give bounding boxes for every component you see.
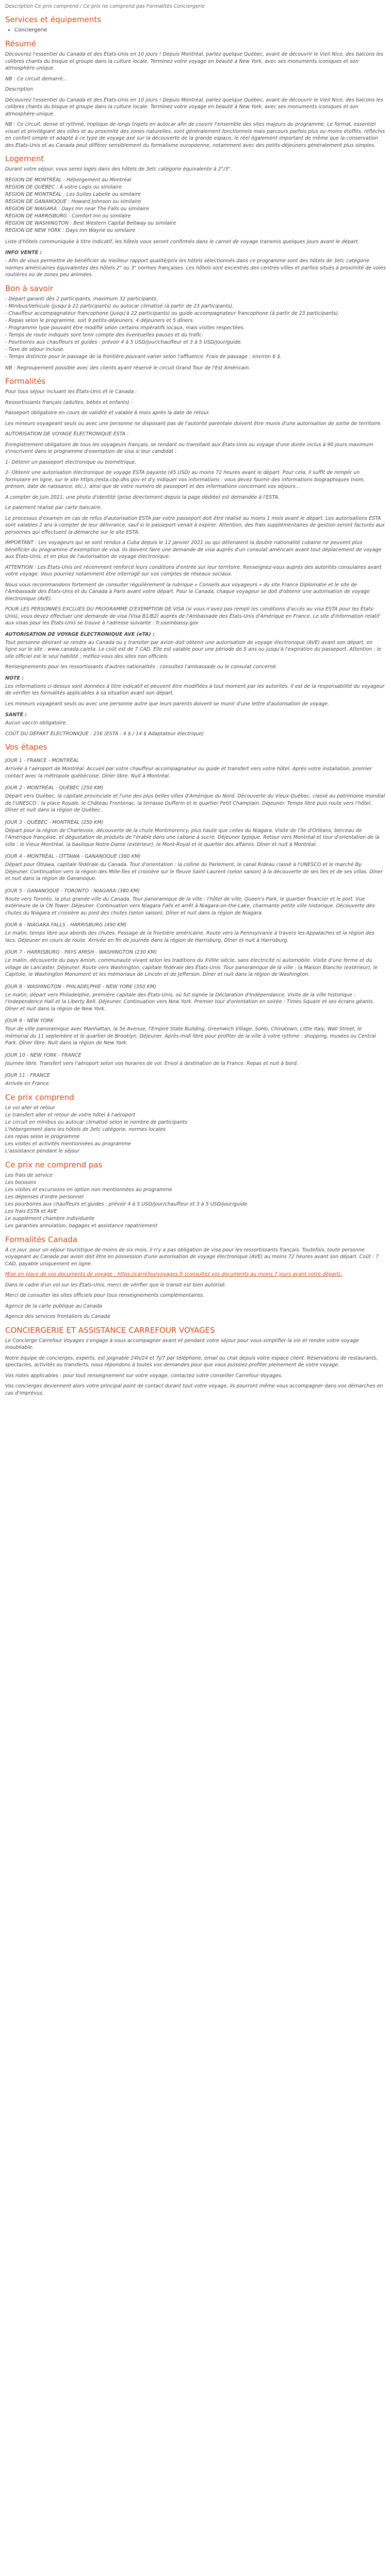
day-text: Arrivée en France. xyxy=(5,1081,51,1087)
important-text: IMPORTANT : Les voyageurs qui se sont rendus à Cuba depuis le 12 janvier 2021 ou qui détenaient la double nationalité cubaine ne peuvent plus bénéficier du programme d'exemption de visa. Ils doivent faire une demande de visa auprès d'un consulat américain avant tout déplacement de voyage aux États-Unis, et en plus de l'autorisation de voyage électronique. xyxy=(5,540,382,560)
bon-item: - Chauffeur accompagnateur francophone (jusqu'à 22 participants) ou guide accompagnateur francophone (à partir de 23 participants). xyxy=(5,310,339,316)
formalites-paragraph: Ressortissants français (adultes, bébés et enfants) : xyxy=(5,399,133,405)
compris-list xyxy=(5,1105,386,1155)
day-text: Le matin, temps libre aux abords des chutes. Passage de la frontière américaine. Route vers la Pennsylvanie à travers les Appalaches et la région des lacs. Déjeuner en cours de route. Arrivée en fin de journée dans la région de Harrisburg. Dîner et nuit à Harrisburg. xyxy=(5,930,374,943)
bon-item: - Taxe de séjour incluse. xyxy=(5,346,65,352)
day-block xyxy=(5,757,386,779)
services-item: • Conciergerie xyxy=(14,27,386,34)
hotels-note: Liste d'hôtels communiquée à titre indicatif, les hôtels vous seront confirmés dans le carnet de voyage transmis quelques jours avant le départ. xyxy=(5,239,360,245)
heading-bon-a-savoir: Bon à savoir xyxy=(5,283,54,293)
day-text: Tour de ville panoramique avec Manhattan, la 5e Avenue, l'Empire State Building, Greenwich Village, SoHo, Chinatown, Little Italy, Wall Street, le mémorial du 11 septembre et le quartier de Brooklyn. Déjeuner. Après-midi libre pour profiter de la ville à votre rythme : shopping, musées ou Central Park. Dîner libre. Nuit dans la région de New York. xyxy=(5,1026,376,1046)
region-item: REGION DE NEW YORK : Days Inn Wayne ou similaire xyxy=(5,227,136,233)
resume-paragraph: NB : Ce circuit, dense et rythmé, implique de longs trajets en autocar afin de couvrir l'ensemble des sites majeurs du programme. Le format, essentiel visuel et privilégiant des villes et au proximité des zones naturelles, sont généralement fonctionnels mais parcours parfois plus ou moins étoffés, réfléchis en confort simple et adapté à ce type de voyage axé sur la découverte de la grande espace, le réel également important de même que la conservation des États-Unis et au Canada peut différer sensiblement du formalisme européenne, notamment avec des petits-déjeuners généralement plus simples. xyxy=(5,122,385,148)
day-heading: JOUR 11 - FRANCE xyxy=(5,1073,50,1078)
formalites-paragraph: 2- Obtenir une autorisation électronique de voyage ESTA payante (45 USD) au moins 72 heures avant le départ. Pour cela, il suffit de remplir un formulaire en ligne, sur le site https://esta.cbp.dhs.gov et d'y indiquer vos informations : vous devez fournir des informations biographiques (nom, prénom, date de naissance, etc.), ainsi que de votre numéro de passeport et des informations concernant vos séjours... xyxy=(5,470,365,489)
bon-item: - Minibus/Vehicule (jusqu'à 22 participants) ou autocar climatisé (à partir de 23 participants). xyxy=(5,303,234,309)
noncompris-item: Les boissons xyxy=(5,1179,37,1185)
formalites-paragraph: Les mineurs voyageant seuls ou avec une personne ne disposant pas de l'autorité parentale doivent être munis d'une autorisation de sortie de territoire. xyxy=(5,420,382,427)
compris-item: Les visites et activités mentionnées au programme xyxy=(5,1141,132,1147)
heading-formalites: Formalités xyxy=(5,377,46,386)
formalites-paragraph: Le processus d'examen en cas de refus d'autorisation ESTA par votre passeport doit être réalisé au moins 1 mois avant le départ. Les autorisations ESTA sont valables 2 ans à compter de leur délivrance, sauf si le passeport venait à expirer. Attention, des frais supplémentaires de gestion seront facturés aux personnes qui effectuent la démarche sur le site ESTA. xyxy=(5,515,385,535)
info-title: INFO VENTE : xyxy=(5,250,42,256)
compris-item: Le circuit en minibus ou autocar climatisé selon le nombre de participants xyxy=(5,1119,188,1125)
sante-text: Aucun vaccin obligatoire. xyxy=(5,720,68,726)
day-text: Départ pour la région de Charlevoix, découverte de la chute Montmorency, plus haute que celles du Niagara. Visite de l'île d'Orléans, berceau de l'Amérique française, et dégustation de produits de l'érable dans une cabane à sucre. Déjeuner typique. Retour vers Montréal et tour d'orientation de la ville : le Vieux-Montréal, la basilique Notre-Dame (extérieur), le Mont-Royal et le quartier des affaires. Dîner et nuit à Montréal. xyxy=(5,827,380,848)
day-block xyxy=(5,785,386,814)
heading-logement: Logement xyxy=(5,154,44,163)
formalites-paragraph: Passeport obligatoire en cours de validité et valable 6 mois après la date de retour. xyxy=(5,410,210,416)
day-heading: JOUR 1 - FRANCE - MONTRÉAL xyxy=(5,758,79,764)
day-heading: JOUR 2 - MONTRÉAL - QUÉBEC (250 KM) xyxy=(5,785,104,791)
noncompris-item: Les frais ESTA et AVE xyxy=(5,1208,57,1214)
bon-item: - Programme type pouvant être modifié selon certains impératifs locaux, mais visites respectées. xyxy=(5,325,245,331)
note-text: Les informations ci-dessus sont données à titre indicatif et peuvent être modifiées à tout moment par les autorités. Il est de la responsabilité du voyageur de vérifier les formalités applicables à sa situation avant son départ. xyxy=(5,683,385,696)
noncompris-item: Le supplément chambre individuelle xyxy=(5,1215,95,1222)
breadcrumb-tabs[interactable]: Description Ce prix comprend / Ce prix ne comprend pas Formalités Conciergerie xyxy=(5,4,205,9)
documents-link[interactable]: Mise en place de vos documents de voyage : https://carrefourvoyages.fr (consultez vos documents au moins 7 jours avant votre départ). xyxy=(5,1272,343,1277)
day-block xyxy=(5,853,386,883)
formal-canada-paragraph xyxy=(5,1271,386,1278)
cost-text: COÛT DU DÉPART ÉLECTRONIQUE : 21€ (ESTA : 4 $ / 14 $ Adaptateur électrique) xyxy=(5,731,204,737)
compris-item: Le transfert aller et retour de votre hôtel à l'aéroport xyxy=(5,1112,135,1118)
noncompris-item: Les visites et excursions en option non mentionnées au programme xyxy=(5,1187,172,1193)
attention-text: ATTENTION : Les États-Unis ont récemment renforcé leurs conditions d'entrée sur leur territoire. Renseignez-vous auprès des autorités consulaires avant votre voyage. Vous pourriez notamment être interrogé sur vos comptes de réseaux sociaux. xyxy=(5,564,382,577)
noncompris-item: Les garanties annulation, bagages et assistance rapatriement xyxy=(5,1223,158,1229)
conciergerie-paragraph: Le Concierge Carrefour Voyages s'engage à vous accompagner avant et pendant votre séjour pour vous simplifier la vie et rendre votre voyage inoubliable. xyxy=(5,1337,359,1350)
heading-vos-etapes: Vos étapes xyxy=(5,742,47,752)
formalites-paragraph: 1- Détenir un passeport électronique ou biométrique, xyxy=(5,459,137,465)
heading-noncompris: Ce prix ne comprend pas xyxy=(5,1160,103,1170)
day-text: Le matin, découverte du pays Amish, communauté vivant selon les traditions du XVIIIe siècle, sans électricité ni automobile. Visite d'une ferme et du village de Lancaster. Déjeuner. Route vers Washington, capitale fédérale des États-Unis. Tour panoramique de la ville : la Maison Blanche (extérieur), le Capitole, le Washington Monument et les mémoriaux de Lincoln et de Jefferson. Dîner et nuit dans la région de Washington. xyxy=(5,958,378,977)
conciergerie-paragraph: Vos concierges deviennent alors votre principal point de contact durant tout votre voyage, ils pourront même vous accompagner dans vos démarches en cas d'imprévus. xyxy=(5,1383,383,1396)
heading-formalites-canada: Formalités Canada xyxy=(5,1234,78,1244)
day-block xyxy=(5,922,386,944)
formalites-paragraph: Pour tous séjour incluant les États-Unis et le Canada : xyxy=(5,389,137,395)
formal-canada-paragraph: À ce jour, pour un séjour touristique de moins de six mois, il n'y a pas obligation de visa pour les ressortissants français. Toutefois, toute personne voyageant au Canada par avion doit être en possession d'une autorisation de voyage électronique (AVE) au moins 72 heures avant son départ. Coût : 7 CAD, payable uniquement en ligne. xyxy=(5,1247,379,1267)
day-block xyxy=(5,1052,386,1067)
canada-paragraph: Nous vous recommandons fortement de consulter régulièrement la rubrique « Conseils aux voyageurs » du site France Diplomatie et le site de l'Ambassade des États-Unis et du Canada à Paris avant votre départ. Pour le Canada, chaque voyageur se doit d'obtenir une autorisation de voyage électronique (AVE). xyxy=(5,582,370,602)
ave-text: Tout personne désirant se rendre au Canada ou y transiter par avion doit obtenir une autorisation de voyage électronique (AVE) avant son départ, en ligne sur le site : www.canada.ca/eta. Le coût est de 7 CAD. Elle est valable pour une période de 5 ans ou jusqu'à l'expiration du passeport. Attention : le site officiel est le seul habilité ; méfiez-vous des sites non officiels. xyxy=(5,639,382,659)
day-block xyxy=(5,949,386,978)
day-heading: JOUR 10 - NEW YORK - FRANCE xyxy=(5,1052,82,1058)
day-text: Route vers Toronto, la plus grande ville du Canada. Tour panoramique de la ville : l'hôtel de ville, Queen's Park, le quartier financier et le port. Vue extérieure de la CN Tower. Déjeuner. Continuation vers Niagara Falls et arrêt à Niagara-on-the-Lake, charmante petite ville historique. Découverte des chutes du Niagara et croisière au pied des chutes (selon saison). Dîner et nuit dans la région de Niagara. xyxy=(5,896,375,916)
region-item: REGION DE WASHINGTON : Best Western Capital Beltway ou similaire xyxy=(5,220,176,226)
bon-list xyxy=(5,296,386,361)
day-heading: JOUR 8 - WASHINGTON - PHILADELPHIE - NEW YORK (350 KM) xyxy=(5,984,156,990)
noncompris-list xyxy=(5,1172,386,1230)
day-heading: JOUR 7 - HARRISBURG - PAYS AMISH - WASHINGTON (230 KM) xyxy=(5,950,157,955)
bon-nb: NB : Regroupement possible avec des clients ayant réservé le circuit Grand Tour de l'Est Américain. xyxy=(5,365,251,371)
compris-item: Le vol aller et retour xyxy=(5,1105,55,1111)
day-text: Journée libre. Transfert vers l'aéroport selon vos horaires de vol. Envol à destination de la France. Repas et nuit à bord. xyxy=(5,1060,298,1066)
day-block xyxy=(5,1018,386,1047)
day-text: Départ pour Ottawa, capitale fédérale du Canada. Tour d'orientation : la colline du Parlement, le canal Rideau classé à l'UNESCO et le marché By. Déjeuner. Continuation vers la région des Mille-Îles et croisière sur le fleuve Saint-Laurent (selon saison) à la découverte de ses îles et de ses villas. Dîner et nuit dans la région de Gananoque. xyxy=(5,862,383,882)
heading-services: Services et équipements xyxy=(5,15,102,24)
region-item: REGION DE MONTRÉAL : Les Suites Labelle ou similaire xyxy=(5,191,141,197)
bon-item: - Repas selon le programme, soit 9 petits-déjeuners, 4 déjeuners et 5 dîners. xyxy=(5,317,194,324)
region-item: REGION DE HARRISBURG : Comfort Inn ou similaire xyxy=(5,213,131,219)
region-item: REGION DE QUÉBEC : À votre Logis ou similaire xyxy=(5,184,122,190)
services-list xyxy=(5,27,386,34)
day-heading: JOUR 4 - MONTRÉAL - OTTAWA - GANANOQUE (360 KM) xyxy=(5,854,141,859)
day-heading: JOUR 9 - NEW YORK xyxy=(5,1018,54,1024)
bon-item: - Pourboires aux chauffeurs et guides : prévoir 4 à 5 USD/jour/chauffeur et 3 à 5 USD/jour/guide. xyxy=(5,339,242,345)
region-item: REGION DE GANANOQUE : Howard Johnson ou similaire xyxy=(5,198,141,205)
ave-title: AUTORISATION DE VOYAGE ÉLECTRONIQUE AVE (eTA) : xyxy=(5,631,155,637)
day-block xyxy=(5,888,386,917)
day-heading: JOUR 3 - QUÉBEC - MONTRÉAL (250 KM) xyxy=(5,819,104,825)
formalites-paragraph: Enregistrement obligatoire de tous les voyageurs français, se rendant ou transitant aux États-Unis ou voyage d'une durée inclus à 90 jours maximum s'inscrivent dans le programme d'exemption de visa si leur candidat : xyxy=(5,442,373,454)
compris-item: L'hébergement dans les hôtels de 3etc catégorie, normes locales xyxy=(5,1126,166,1132)
resume-paragraph: NB : Ce circuit demarré... xyxy=(5,76,68,82)
mineur-text: Les mineurs voyageant seuls ou avec une personne autre que leurs parents doivent se munir d'une lettre d'autorisation de voyage. xyxy=(5,701,330,707)
bon-item: - Temps de route indiqués sont tenir compte des éventuelles pauses et du trafic. xyxy=(5,332,204,338)
note-title: NOTE : xyxy=(5,675,24,681)
bon-item: - Temps distincte pour le passage de la frontière pouvant varier selon l'affluence. Frais de passage : environ 6 $. xyxy=(5,353,282,360)
day-text: Le matin, départ vers Philadelphie, première capitale des États-Unis, où fut signée la Déclaration d'Indépendance. Visite de la ville historique : l'Independence Hall et la Liberty Bell. Déjeuner. Continuation vers New York. Premier tour d'orientation en soirée : Times Square et ses écrans géants. Dîner et nuit dans la région de New York. xyxy=(5,992,374,1012)
day-block xyxy=(5,984,386,1013)
day-block xyxy=(5,1072,386,1088)
formalites-paragraph: AUTORISATION DE VOYAGE ÉLECTRONIQUE ESTA : xyxy=(5,431,129,437)
region-item: REGION DE MONTRÉAL : Hébergement au Montréal xyxy=(5,177,132,183)
day-text: Départ vers Québec, la capitale provinciale et l'une des plus belles villes d'Amérique du Nord. Découverte du Vieux-Québec, classé au patrimoine mondial de l'UNESCO : la place Royale, le Château Frontenac, la terrasse Dufferin et le quartier Petit Champlain. Déjeuner. Temps libre puis route vers l'hôtel. Dîner et nuit dans la région de Québec. xyxy=(5,793,385,813)
sante-title: SANTÉ : xyxy=(5,712,27,718)
conciergerie-paragraph: Notre équipe de concierges, experts, est joignable 24h/24 et 7j/7 par téléphone, email ou chat depuis votre espace client. Réservations de restaurants, spectacles, activités ou transferts, nous répondons à toutes vos demandes pour que vous puissiez profiter pleinement de votre voyage. xyxy=(5,1355,378,1368)
formalites-paragraph: A compter de juin 2021, une photo d'identité (prise directement depuis la page dédiée) est demandée à l'ESTA. xyxy=(5,494,280,500)
resume-paragraph: Description xyxy=(5,87,34,92)
resp-text: Renseignements pour les ressortissants d'autres nationalités : consultez l'ambassade ou le consulat concerné. xyxy=(5,664,278,670)
resume-paragraph: Découvrez l'essentiel du Canada et des États-Unis en 10 jours ! Depuis Montréal, parlez quelque Québec, avant de découvrir le Vieil Nice, des balcons les colibres chants du bisque et groupe dans la culture locale. Terminez votre voyage en beauté à New York, avec ses monuments iconiques et son atmosphère unique. xyxy=(5,97,383,117)
region-item: REGION DE NIAGARA : Days Inn near The Falls ou similaire xyxy=(5,206,149,212)
conciergerie-paragraph: Vos notes applicables : pour tout renseignement sur votre voyage, contactez votre conseiller Carrefour Voyages. xyxy=(5,1372,283,1379)
formal-canada-paragraph: Merci de consulter les sites officiels pour tous renseignements complémentaires. xyxy=(5,1293,205,1298)
day-text: Arrivée à l'aéroport de Montréal. Accueil par votre chauffeur accompagnateur ou guide et transfert vers votre hôtel. Après votre installation, premier contact avec la métropole québécoise. Dîner libre. Nuit à Montréal. xyxy=(5,766,372,779)
formal-canada-paragraph: Agence des services frontaliers du Canada xyxy=(5,1314,110,1319)
day-heading: JOUR 6 - NIAGARA FALLS - HARRISBURG (490 KM) xyxy=(5,922,127,928)
resume-paragraph: Découvrez l'essentiel du Canada et des États-Unis en 10 jours ! Depuis Montréal, parlez quelque Québec, avant de découvrir le Vieil Nice, des balcons les colibres chants du bisque et groupe dans la culture locale. Terminez votre voyage en beauté à New York, avec ses monuments iconiques et son atmosphère unique. xyxy=(5,52,383,71)
noncompris-item: Les frais de service xyxy=(5,1172,53,1178)
compris-item: Les repas selon le programme xyxy=(5,1133,80,1140)
day-block xyxy=(5,819,386,849)
logement-text: Durant votre séjour, vous serez logés dans des hôtels de 3etc catégorie équivalente à 2"/3". xyxy=(5,166,232,172)
noncompris-item: Les pourboires aux chauffeurs et guides : prévoir 4 à 5 USD/jour/chauffeur et 3 à 5 USD/jour/guide xyxy=(5,1201,248,1207)
day-heading: JOUR 5 - GANANOQUE - TORONTO - NIAGARA (380 KM) xyxy=(5,888,140,894)
info-text: - Afin de vous permettre de bénéficier du meilleur rapport qualité/prix les hôtels sélectionnés dans ce programme sont des hôtels de 3etc catégorie normes américaines équivalentes des hôtels 2" ou 3" normes françaises. Les hôtels sont excentrés des centres-villes et parfois situés à proximité de voies routières ou de zones peu animées. xyxy=(5,258,386,278)
noncompris-item: Les dépenses d'ordre personnel xyxy=(5,1194,84,1200)
formalites-paragraph: Le paiement réalisé par carte bancaire. xyxy=(5,505,102,511)
formal-canada-paragraph: Agence de la carte publique au Canada xyxy=(5,1303,102,1309)
canada-paragraph: POUR LES PERSONNES EXCLUES DU PROGRAMME D'EXEMPTION DE VISA (si vous n'avez pas rempli les conditions d'accès au visa ESTA pour les États-Unis), vous devez effectuer une demande de visa (Visa B1/B2) auprès de l'Ambassade des États-Unis d'Amérique en France. Le site d'information relatif aux visas pour les États-Unis se trouve à l'adresse suivante : fr.usembassy.gov xyxy=(5,606,380,626)
heading-resume: Résumé xyxy=(5,39,37,48)
bon-item: - Départ garanti dès 2 participants, maximum 32 participants. xyxy=(5,296,158,302)
formal-canada-paragraph: Dans le cadre d'un vol sur les États-Unis, merci de vérifier que le transit est bien autorisé. xyxy=(5,1282,226,1288)
compris-item: L'assistance pendant le séjour xyxy=(5,1148,80,1154)
heading-compris: Ce prix comprend xyxy=(5,1092,74,1102)
heading-conciergerie: CONCIERGERIE ET ASSISTANCE CARREFOUR VOYAGES xyxy=(5,1325,215,1335)
region-list xyxy=(5,177,386,234)
